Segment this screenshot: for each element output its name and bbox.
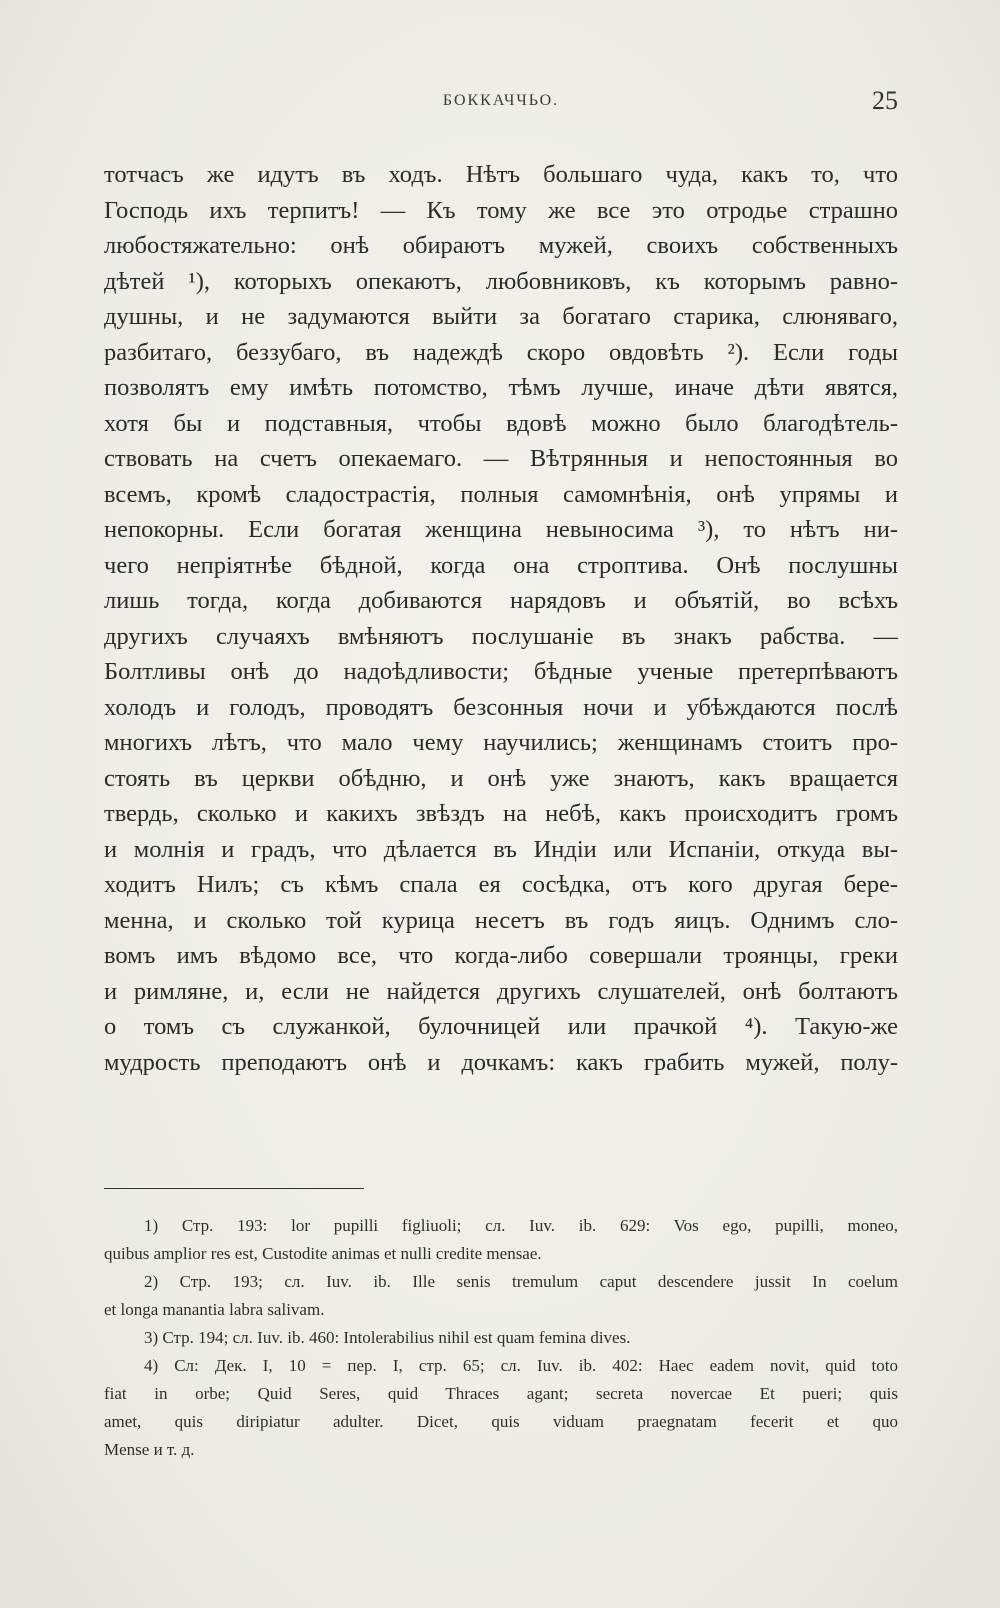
text-line: твердь, сколько и какихъ звѣздъ на небѣ, какъ происходитъ громъ — [104, 800, 898, 827]
text-line: дѣтей ¹), которыхъ опекаютъ, любовниковъ, къ которымъ равно- — [104, 267, 898, 295]
text-line: менна, и сколько той курица несетъ въ годъ яицъ. Однимъ сло- — [104, 906, 898, 934]
footnote-line: fiat in orbe; Quid Seres, quid Thraces agant; secreta novercae Et pueri; quis — [104, 1384, 898, 1403]
text-line: Господь ихъ терпитъ! — Къ тому же все это отродье страшно — [104, 196, 898, 224]
text-line: всемъ, кромѣ сладострастія, полныя самомнѣнія, онѣ упрямы и — [104, 480, 898, 508]
footnote-line: 1) Стр. 193: lor pupilli figliuoli; сл. Iuv. ib. 629: Vos ego, pupilli, moneo, — [144, 1216, 898, 1235]
main-text — [104, 157, 898, 1080]
text-line: душны, и не задумаются выйти за богатаго старика, слюняваго, — [104, 303, 898, 330]
text-line: и римляне, и, если не найдется другихъ слушателей, онѣ болтаютъ — [104, 977, 898, 1005]
text-line: лишь тогда, когда добиваются нарядовъ и объятій, во всѣхъ — [104, 587, 898, 614]
text-line: ствовать на счетъ опекаемаго. — Вѣтрянныя и непостоянныя во — [104, 445, 898, 472]
text-line: и молнія и градъ, что дѣлается въ Индіи или Испаніи, откуда вы- — [104, 835, 898, 863]
footnote-line: Mense и т. д. — [104, 1440, 195, 1459]
footnote-line: 2) Стр. 193; сл. Iuv. ib. Ille senis tremulum caput descendere jussit In coelum — [144, 1272, 898, 1291]
text-line: тотчасъ же идутъ въ ходъ. Нѣтъ большаго чуда, какъ то, что — [104, 161, 898, 188]
text-line: вомъ имъ вѣдомо все, что когда-либо совершали троянцы, греки — [104, 942, 898, 969]
page-number: 25 — [872, 86, 898, 115]
text-line: холодъ и голодъ, проводятъ безсонныя ночи и убѣждаются послѣ — [104, 693, 898, 721]
text-line: другихъ случаяхъ вмѣняютъ послушаніе въ знакъ рабства. — — [104, 622, 898, 650]
text-line: разбитаго, беззубаго, въ надеждѣ скоро овдовѣть ²). Если годы — [104, 338, 898, 366]
text-line: ходитъ Нилъ; съ кѣмъ спала ея сосѣдка, отъ кого другая бере- — [104, 871, 898, 898]
text-line: о томъ съ служанкой, булочницей или прачкой ⁴). Такую-же — [104, 1013, 898, 1040]
text-line: стоять въ церкви обѣдню, и онѣ уже знаютъ, какъ вращается — [104, 764, 898, 792]
text-line: позволятъ ему имѣть потомство, тѣмъ лучше, иначе дѣти явятся, — [104, 374, 898, 401]
footnote-line: 3) Стр. 194; сл. Iuv. ib. 460: Intolerabilius nihil est quam femina dives. — [144, 1328, 631, 1347]
text-line: хотя бы и подставныя, чтобы вдовѣ можно было благодѣтель- — [104, 409, 898, 437]
text-line: непокорны. Если богатая женщина невыносима ³), то нѣтъ ни- — [104, 516, 898, 543]
footnotes — [104, 1212, 898, 1464]
footnote-line: 4) Сл: Дек. I, 10 = пер. I, стр. 65; сл. Iuv. ib. 402: Haec eadem novit, quid toto — [144, 1356, 898, 1375]
text-line: мудрость преподаютъ онѣ и дочкамъ: какъ грабить мужей, полу- — [104, 1048, 898, 1076]
footnote-line: quibus amplior res est, Custodite animas et nulli credite mensae. — [104, 1244, 542, 1263]
footnote-line: et longa manantia labra salivam. — [104, 1300, 325, 1319]
running-title: БОККАЧЧЬО. — [442, 92, 560, 109]
footnote-divider — [104, 1188, 364, 1189]
running-head — [104, 88, 898, 118]
text-line: чего непріятнѣе бѣдной, когда она строптива. Онѣ послушны — [104, 551, 898, 579]
text-line: многихъ лѣтъ, что мало чему научились; женщинамъ стоитъ про- — [104, 729, 898, 756]
text-line: любостяжательно: онѣ обираютъ мужей, своихъ собственныхъ — [104, 232, 898, 259]
footnote-line: amet, quis diripiatur adulter. Dicet, quis viduam praegnatam fecerit et quo — [104, 1412, 898, 1431]
text-line: Болтливы онѣ до надоѣдливости; бѣдные ученые претерпѣваютъ — [104, 658, 898, 685]
